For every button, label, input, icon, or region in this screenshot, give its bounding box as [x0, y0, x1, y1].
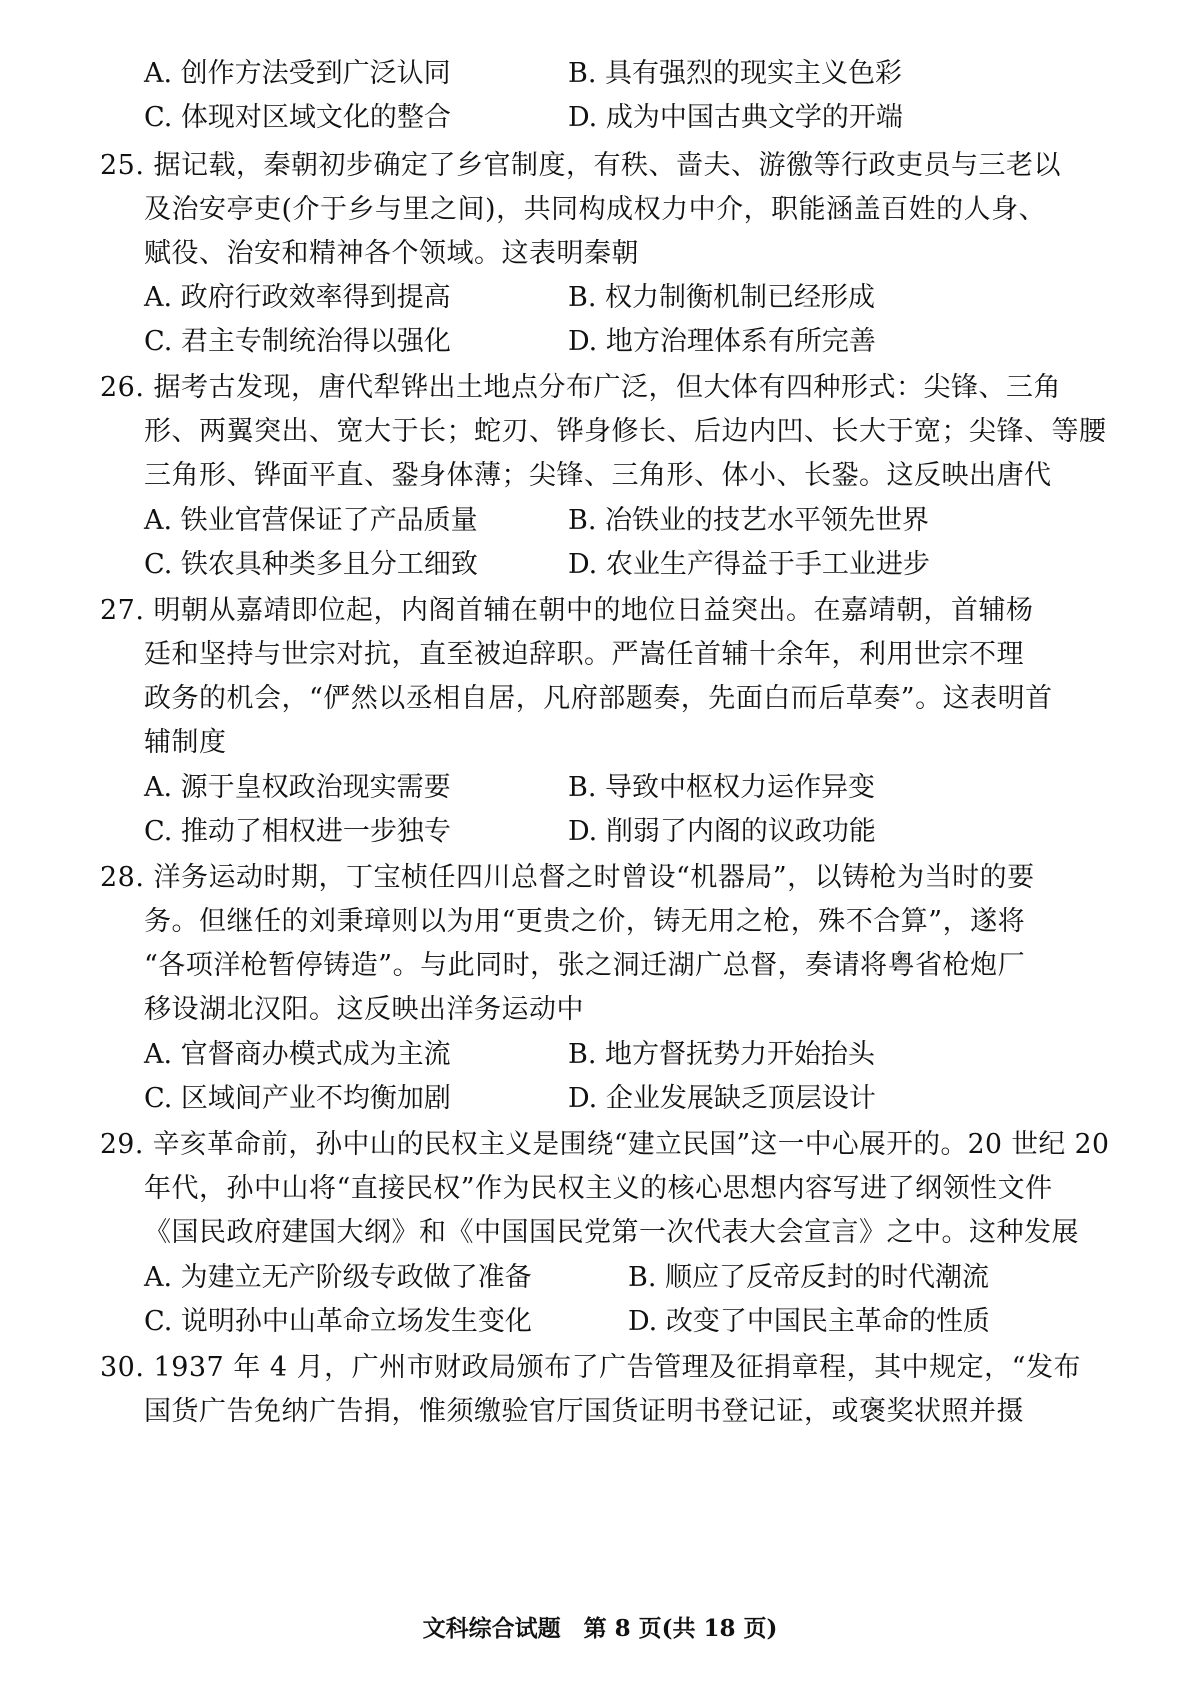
q28-stem-line-4: 移设湖北汉阳。这反映出洋务运动中: [144, 994, 584, 1025]
q27-option-d: D. 削弱了内阁的议政功能: [568, 816, 876, 847]
q27-option-c: C. 推动了相权进一步独专: [144, 816, 451, 847]
q29-option-b: B. 顺应了反帝反封的时代潮流: [628, 1262, 990, 1293]
q27-option-a: A. 源于皇权政治现实需要: [144, 772, 451, 803]
q29-option-d: D. 改变了中国民主革命的性质: [628, 1306, 990, 1337]
q28-option-d: D. 企业发展缺乏顶层设计: [568, 1083, 876, 1114]
q26-stem-line-3: 三角形、铧面平直、銎身体薄；尖锋、三角形、体小、长銎。这反映出唐代: [144, 460, 1052, 491]
q29-option-a: A. 为建立无产阶级专政做了准备: [144, 1262, 532, 1293]
q25-option-a: A. 政府行政效率得到提高: [144, 282, 451, 313]
q26-option-c: C. 铁农具种类多且分工细致: [144, 549, 478, 580]
q29-stem-line-3: 《国民政府建国大纲》和《中国国民党第一次代表大会宣言》之中。这种发展: [144, 1217, 1079, 1248]
q27-stem-line-2: 廷和坚持与世宗对抗，直至被迫辞职。严嵩任首辅十余年，利用世宗不理: [144, 639, 1024, 670]
q26-option-b: B. 冶铁业的技艺水平领先世界: [568, 505, 930, 536]
q25-stem-line-1: 25. 据记载，秦朝初步确定了乡官制度，有秩、啬夫、游徼等行政吏员与三老以: [100, 150, 1062, 181]
q30-stem-line-1: 30. 1937 年 4 月，广州市财政局颁布了广告管理及征捐章程，其中规定，“发布: [100, 1352, 1081, 1383]
q29-stem-line-2: 年代，孙中山将“直接民权”作为民权主义的核心思想内容写进了纲领性文件: [144, 1173, 1053, 1204]
q29-option-c: C. 说明孙中山革命立场发生变化: [144, 1306, 532, 1337]
q28-option-a: A. 官督商办模式成为主流: [144, 1039, 451, 1070]
q26-option-d: D. 农业生产得益于手工业进步: [568, 549, 930, 580]
q24-option-c: C. 体现对区域文化的整合: [144, 102, 451, 133]
q28-option-c: C. 区域间产业不均衡加剧: [144, 1083, 451, 1114]
q25-stem-line-3: 赋役、治安和精神各个领域。这表明秦朝: [144, 238, 639, 269]
q29-stem-line-1: 29. 辛亥革命前，孙中山的民权主义是围绕“建立民国”这一中心展开的。20 世纪 20: [100, 1129, 1110, 1160]
q28-stem-line-1: 28. 洋务运动时期，丁宝桢任四川总督之时曾设“机器局”，以铸枪为当时的要: [100, 862, 1035, 893]
q28-option-b: B. 地方督抚势力开始抬头: [568, 1039, 876, 1070]
q26-stem-line-2: 形、两翼突出、宽大于长；蛇刃、铧身修长、后边内凹、长大于宽；尖锋、等腰: [144, 416, 1107, 447]
q28-stem-line-3: “各项洋枪暂停铸造”。与此同时，张之洞迁湖广总督，奏请将粤省枪炮厂: [144, 950, 1026, 981]
q25-stem-line-2: 及治安亭吏(介于乡与里之间)，共同构成权力中介，职能涵盖百姓的人身、: [144, 194, 1047, 225]
q24-option-a: A. 创作方法受到广泛认同: [144, 58, 451, 89]
q27-stem-line-4: 辅制度: [144, 727, 227, 758]
q27-option-b: B. 导致中枢权力运作异变: [568, 772, 876, 803]
q25-option-b: B. 权力制衡机制已经形成: [568, 282, 876, 313]
q24-option-b: B. 具有强烈的现实主义色彩: [568, 58, 903, 89]
q27-stem-line-1: 27. 明朝从嘉靖即位起，内阁首辅在朝中的地位日益突出。在嘉靖朝，首辅杨: [100, 595, 1034, 626]
q26-option-a: A. 铁业官营保证了产品质量: [144, 505, 478, 536]
q28-stem-line-2: 务。但继任的刘秉璋则以为用“更贵之价，铸无用之枪，殊不合算”，遂将: [144, 906, 1026, 937]
page-footer: 文科综合试题 第 8 页(共 18 页): [422, 1615, 778, 1642]
q25-option-d: D. 地方治理体系有所完善: [568, 326, 876, 357]
q24-option-d: D. 成为中国古典文学的开端: [568, 102, 903, 133]
q27-stem-line-3: 政务的机会，“俨然以丞相自居，凡府部题奏，先面白而后草奏”。这表明首: [144, 683, 1053, 714]
q25-option-c: C. 君主专制统治得以强化: [144, 326, 451, 357]
q26-stem-line-1: 26. 据考古发现，唐代犁铧出土地点分布广泛，但大体有四种形式：尖锋、三角: [100, 372, 1062, 403]
q30-stem-line-2: 国货广告免纳广告捐，惟须缴验官厅国货证明书登记证，或褒奖状照并摄: [144, 1396, 1024, 1427]
